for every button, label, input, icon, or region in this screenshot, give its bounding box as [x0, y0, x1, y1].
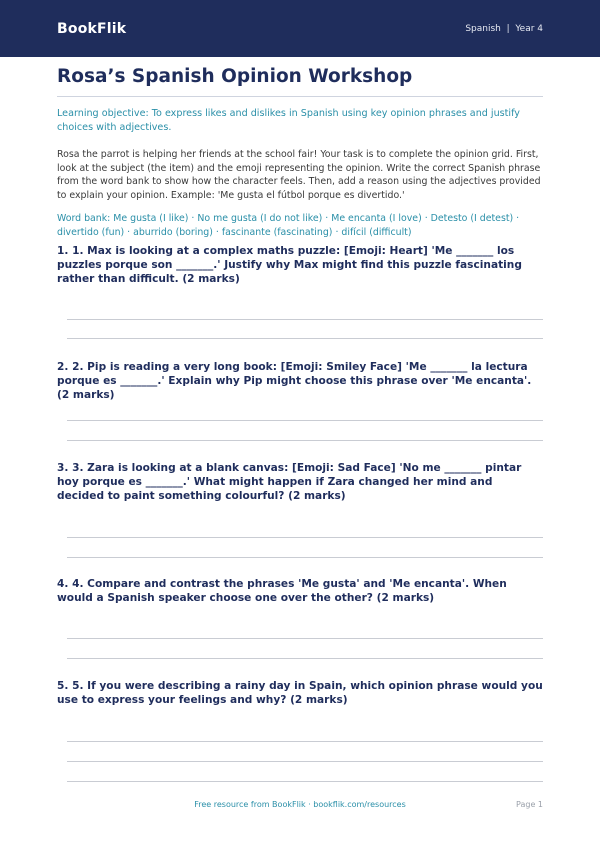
brand-logo: BookFlik: [57, 20, 127, 37]
question-1-text: 1. 1. Max is looking at a complex maths puzzle: [Emoji: Heart] 'Me _______ los puzzles porque son _______.' Justify why Max might find this puzzle fascinating rather than difficult. (2 marks): [57, 245, 522, 286]
answer-line[interactable]: [67, 781, 543, 782]
footer-source[interactable]: Free resource from BookFlik · bookflik.com/resources: [194, 800, 406, 809]
learning-objective: Learning objective: To express likes and dislikes in Spanish using key opinion phrases and justify choices with adjectives.: [57, 108, 520, 133]
question-2-text: 2. 2. Pip is reading a very long book: [Emoji: Smiley Face] 'Me _______ la lectura porque es _______.' Explain why Pip might choose this phrase over 'Me encanta'. (2 marks): [57, 361, 532, 402]
word-bank: Word bank: Me gusta (I like) · No me gusta (I do not like) · Me encanta (I love) · Detesto (I detest) · divertido (fun) · aburrido (boring) · fascinante (fascinating) · difícil (difficult): [57, 213, 520, 238]
footer: [0, 800, 600, 816]
question-2: [57, 360, 543, 403]
answer-line[interactable]: [67, 761, 543, 762]
worksheet-content: [57, 57, 543, 239]
question-5-text: 5. 5. If you were describing a rainy day in Spain, which opinion phrase would you use to express your feelings and why? (2 marks): [57, 680, 543, 707]
answer-line[interactable]: [67, 537, 543, 538]
answer-line[interactable]: [67, 638, 543, 639]
answer-line[interactable]: [67, 440, 543, 441]
page-number: Page 1: [516, 800, 543, 809]
answer-line[interactable]: [67, 319, 543, 320]
answer-line[interactable]: [67, 557, 543, 558]
question-3: [57, 461, 543, 504]
question-5: [57, 679, 543, 707]
answer-line[interactable]: [67, 420, 543, 421]
question-1: [57, 244, 543, 287]
question-4: [57, 577, 543, 605]
answer-line[interactable]: [67, 338, 543, 339]
question-3-text: 3. 3. Zara is looking at a blank canvas: [Emoji: Sad Face] 'No me _______ pintar hoy porque es _______.' What might happen if Zara changed her mind and decided to paint something colourful? (2 marks): [57, 462, 522, 503]
answer-line[interactable]: [67, 741, 543, 742]
page-title: Rosa’s Spanish Opinion Workshop: [57, 66, 543, 97]
header-bar: [0, 0, 600, 57]
instructions: Rosa the parrot is helping her friends at the school fair! Your task is to complete the opinion grid. First, look at the subject (the item) and the emoji representing the opinion. Write the correct Spanish phrase from the word bank to show how the character feels. Then, add a reason using the adjectives provided to explain your opinion. Example: 'Me gusta el fútbol porque es divertido.': [57, 149, 541, 201]
answer-line[interactable]: [67, 658, 543, 659]
question-4-text: 4. 4. Compare and contrast the phrases 'Me gusta' and 'Me encanta'. When would a Spanish speaker choose one over the other? (2 marks): [57, 578, 507, 605]
subject-year-label: Spanish | Year 4: [465, 23, 543, 34]
